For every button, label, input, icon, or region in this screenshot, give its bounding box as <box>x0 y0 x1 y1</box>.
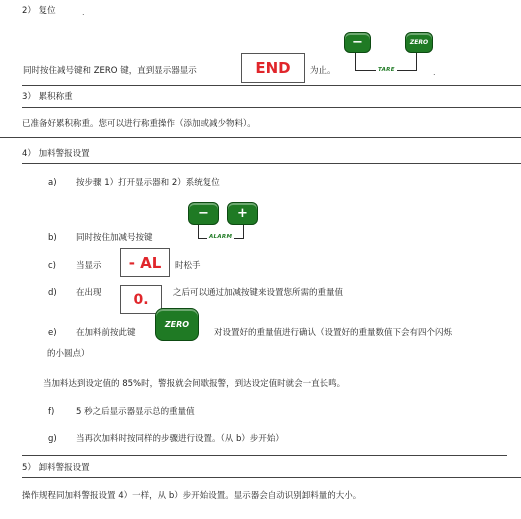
section-2-text: 同时按住减号键和 ZERO 键，直到显示器显示 <box>23 66 197 76</box>
step-a-label: a) <box>48 178 57 188</box>
tare-label: TARE <box>378 67 395 73</box>
minus-key-icon: − <box>188 202 219 225</box>
divider <box>22 455 507 456</box>
step-f-label: f) <box>48 407 55 417</box>
step-g-text: 当再次加料时按同样的步骤进行设置。（从 b）步开始） <box>76 434 284 444</box>
divider <box>22 477 521 478</box>
section-2-heading: 2） 复位 <box>22 6 56 16</box>
section-3-text: 已准备好累积称重。您可以进行称重操作（添加或减少物料）。 <box>22 119 256 129</box>
step-d-text2: 之后可以通过加减按键来设置您所需的重量值 <box>173 288 344 298</box>
step-f-text: 5 秒之后显示器显示总的重量值 <box>76 407 195 417</box>
alarm-note: 当加料达到设定值的 85%时，警报就会间歇报警，到达设定值时就会一直长鸣。 <box>43 379 346 389</box>
paragraph-mark: . <box>82 8 85 17</box>
alarm-label: ALARM <box>209 234 233 240</box>
display-al: - AL <box>120 248 170 277</box>
step-c-text2: 时松手 <box>175 261 201 271</box>
section-4-heading: 4） 加料警报设置 <box>22 149 90 159</box>
step-g-label: g) <box>48 434 57 444</box>
divider <box>22 85 521 86</box>
zero-key-icon: ZERO <box>155 308 199 341</box>
step-d-label: d) <box>48 288 57 298</box>
section-5-text: 操作规程同加料警报设置 4）一样，从 b）步开始设置。显示器会自动识别卸料量的大小。 <box>22 491 362 501</box>
step-b-label: b) <box>48 233 57 243</box>
step-c-text1: 当显示 <box>76 261 102 271</box>
divider <box>22 163 521 164</box>
paragraph-mark: . <box>433 68 436 77</box>
plus-key-icon: + <box>227 202 258 225</box>
step-e-text2: 对设置好的重量值进行确认（设置好的重量数值下会有四个闪烁 <box>214 328 453 338</box>
step-e-label: e) <box>48 328 57 338</box>
section-5-heading: 5） 卸料警报设置 <box>22 463 90 473</box>
divider <box>0 137 521 138</box>
section-3-heading: 3） 累积称重 <box>22 92 73 102</box>
display-zero-point: 0. <box>120 285 162 314</box>
divider <box>22 107 521 108</box>
minus-key-icon: − <box>344 32 371 53</box>
step-d-text1: 在出现 <box>76 288 102 298</box>
section-2-after: 为止。 <box>310 66 336 76</box>
step-a-text: 按步骤 1）打开显示器和 2）系统复位 <box>76 178 220 188</box>
step-b-text: 同时按住加减号按键 <box>76 233 153 243</box>
zero-key-icon: ZERO <box>405 32 433 53</box>
step-e-text1: 在加料前按此键 <box>76 328 136 338</box>
step-c-label: c) <box>48 261 56 271</box>
display-end: END <box>241 53 305 83</box>
step-e-text3: 的小圆点） <box>47 349 90 359</box>
